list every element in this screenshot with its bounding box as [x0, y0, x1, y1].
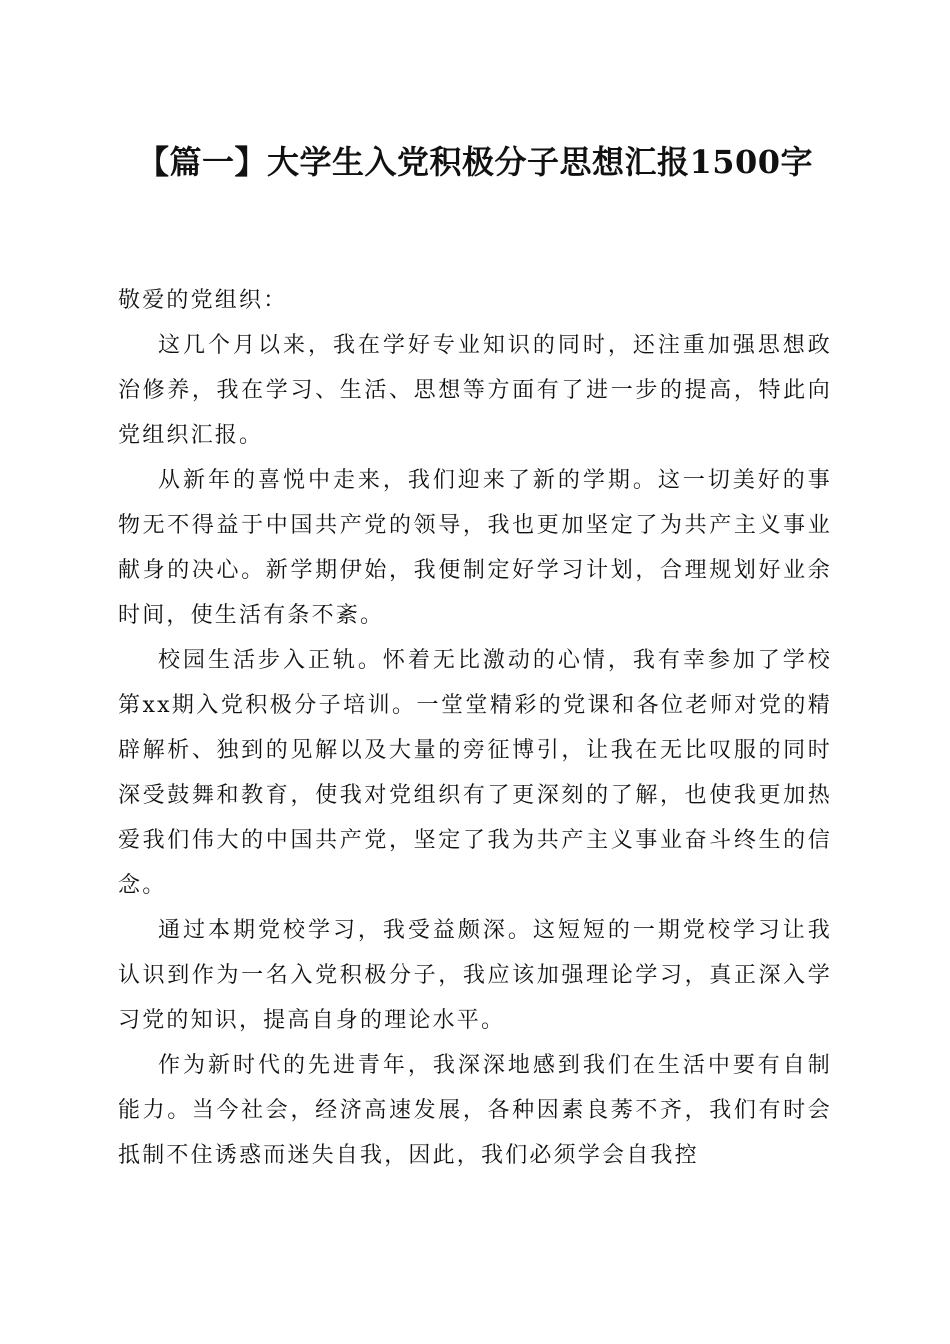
paragraph: 校园生活步入正轨。怀着无比激动的心情，我有幸参加了学校第xx期入党积极分子培训。一堂堂精彩的党课和各位老师对党的精辟解析、独到的见解以及大量的旁征博引，让我在无比叹服的同时深受鼓舞和教育，使我对党组织有了更深刻的了解，也使我更加热爱我们伟大的中国共产党，坚定了我为共产主义事业奋斗终生的信念。: [118, 648, 832, 898]
paragraph: 通过本期党校学习，我受益颇深。这短短的一期党校学习让我认识到作为一名入党积极分子，我应该加强理论学习，真正深入学习党的知识，提高自身的理论水平。: [118, 918, 832, 1033]
paragraph: 从新年的喜悦中走来，我们迎来了新的学期。这一切美好的事物无不得益于中国共产党的领导，我也更加坚定了为共产主义事业献身的决心。新学期伊始，我便制定好学习计划，合理规划好业余时间，使生活有条不紊。: [118, 468, 832, 628]
paragraph: 作为新时代的先进青年，我深深地感到我们在生活中要有自制能力。当今社会，经济高速发展，各种因素良莠不齐，我们有时会抵制不住诱惑而迷失自我，因此，我们必须学会自我控: [118, 1053, 832, 1168]
document-title: 【篇一】大学生入党积极分子思想汇报1500字: [136, 143, 814, 181]
salutation: 敬爱的党组织：: [118, 288, 288, 313]
document-body: [118, 278, 832, 1178]
paragraph: 这几个月以来，我在学好专业知识的同时，还注重加强思想政治修养，我在学习、生活、思想等方面有了进一步的提高，特此向党组织汇报。: [118, 333, 832, 448]
